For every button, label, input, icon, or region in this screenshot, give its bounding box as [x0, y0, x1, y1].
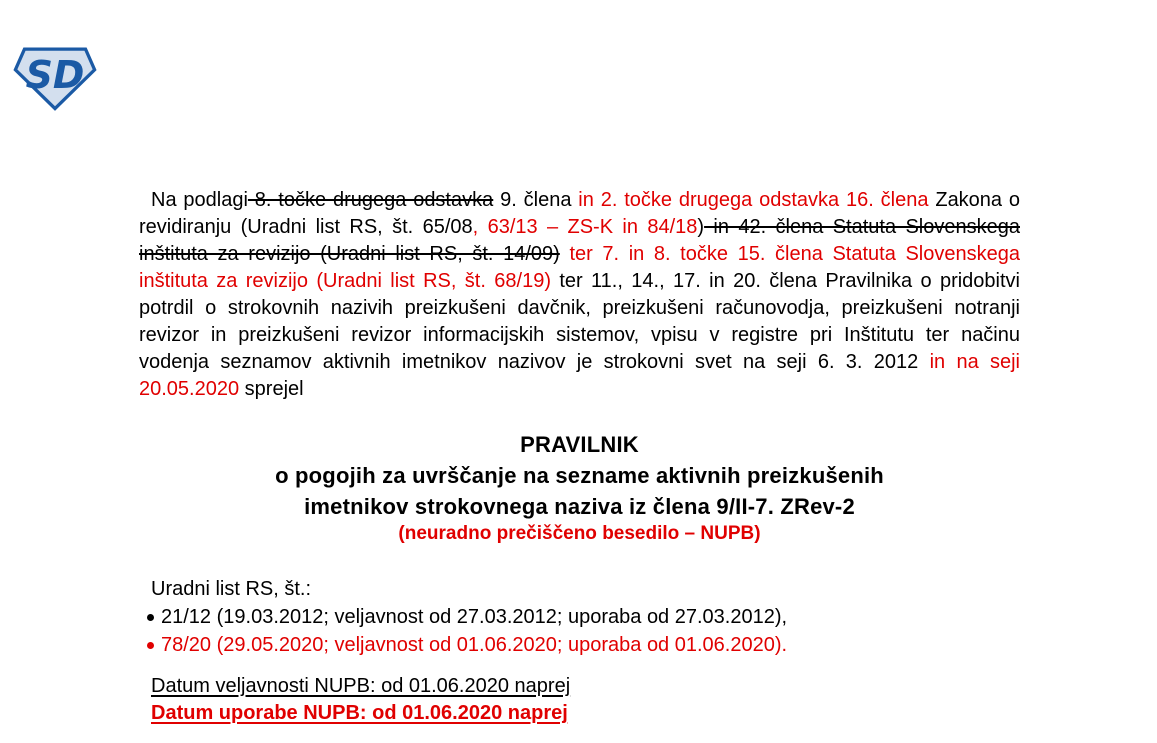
gazette-item: 78/20 (29.05.2020; veljavnost od 01.06.2020; uporaba od 01.06.2020).: [147, 631, 1020, 659]
intro-segment: Na podlagi: [151, 189, 248, 211]
title-block: [139, 429, 1020, 545]
intro-segment: [560, 243, 570, 265]
nupb-validity-date: Datum veljavnosti NUPB: od 01.06.2020 naprej: [151, 675, 571, 697]
intro-segment: 9. člena: [493, 189, 579, 211]
gazette-list: [147, 603, 1020, 659]
document-title-line2: o pogojih za uvrščanje na sezname aktivnih preizkušenih: [275, 463, 884, 488]
intro-segment: , 63/13 – ZS-K in 84/18: [472, 216, 698, 238]
document-content: [139, 167, 1020, 727]
intro-segment: in 42. člena Statuta Slovenskega inštituta za revizijo (Uradni list RS, št. 14/09): [139, 216, 1020, 265]
nupb-dates-block: [151, 673, 1020, 727]
intro-segment: 8. točke drugega odstavka: [247, 189, 494, 211]
gazette-section: [151, 576, 1020, 659]
intro-segment: ): [697, 216, 705, 238]
intro-segment: in na seji 20.05.2020: [139, 351, 1020, 400]
intro-segment: sprejel: [239, 378, 304, 400]
gazette-item: 21/12 (19.03.2012; veljavnost od 27.03.2012; uporaba od 27.03.2012),: [147, 603, 1020, 631]
institute-logo: [13, 45, 97, 111]
nupb-usage-date: Datum uporabe NUPB: od 01.06.2020 naprej: [151, 702, 568, 724]
document-subtitle: (neuradno prečiščeno besedilo – NUPB): [398, 523, 761, 544]
document-title-line1: PRAVILNIK: [520, 432, 639, 457]
intro-paragraph: [139, 187, 1020, 403]
intro-segment: in 2. točke drugega odstavka 16. člena: [578, 189, 929, 211]
intro-segment: Zakona o revidiranju (Uradni list RS, št. 65/08: [139, 189, 1021, 238]
intro-segment: ter 11., 14., 17. in 20. člena Pravilnika o pridobitvi potrdil o strokovnih nazivih preizkušeni davčnik, preizkušeni računovodja, preizkušeni notranji revizor in preizkušeni revizor informacijskih sistemov, vpisu v registre pri Inštitutu ter načinu vodenja seznamov aktivnih imetnikov nazivov je strokovni svet na seji 6. 3. 2012: [139, 270, 1020, 373]
gazette-heading: Uradni list RS, št.:: [151, 578, 312, 600]
logo-letters: SD: [25, 52, 85, 97]
document-title-line3: imetnikov strokovnega naziva iz člena 9/II-7. ZRev-2: [304, 494, 855, 519]
intro-segment: ter 7. in 8. točke 15. člena Statuta Slovenskega inštituta za revizijo (Uradni list RS, št. 68/19): [139, 243, 1020, 292]
